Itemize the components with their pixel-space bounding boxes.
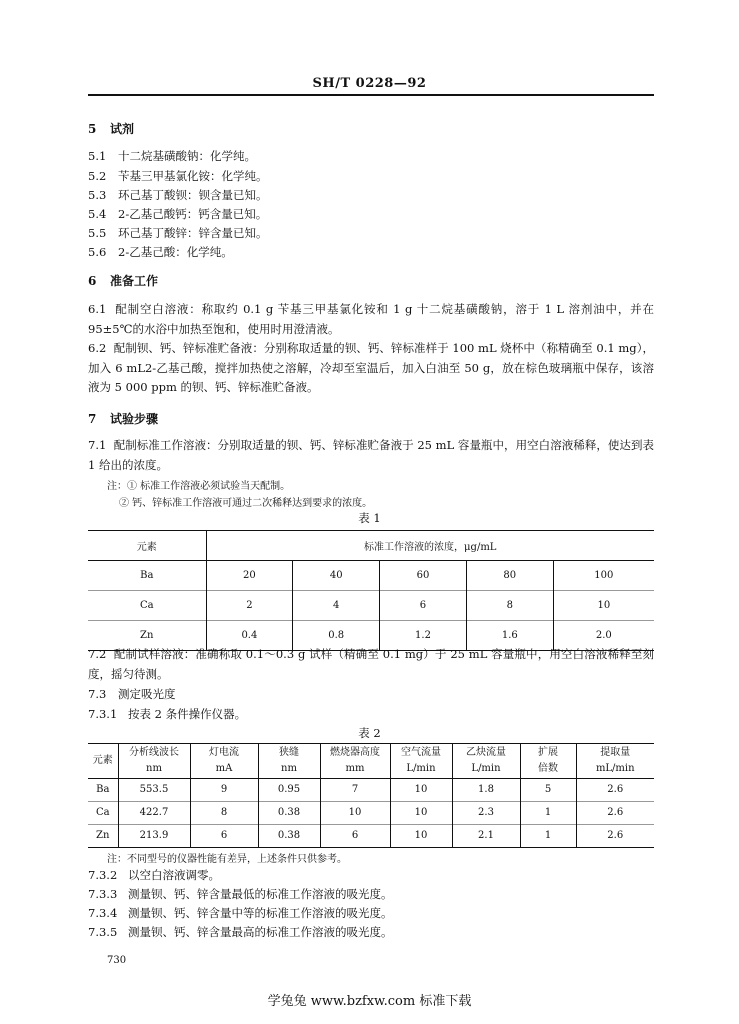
section-5-heading [88, 120, 134, 137]
list-item [88, 886, 393, 902]
item-text: 环己基丁酸锌：锌含量已知。 [118, 226, 268, 240]
table-cell: 8 [190, 802, 258, 825]
note-2: ② 钙、锌标准工作溶液可通过二次稀释达到要求的浓度。 [119, 498, 373, 509]
item-text: 以空白溶液调零。 [128, 868, 220, 882]
table-cell: 80 [466, 561, 553, 591]
list-item [88, 905, 393, 921]
table-cell: Zn [88, 621, 206, 651]
paragraph-text: 配制标准工作溶液：分别取适量的钡、钙、锌标准贮备液于 25 mL 容量瓶中，用空白溶液稀释，使达到表 1 给出的浓度。 [88, 438, 654, 472]
standard-code-header: SH/T 0228—92 [312, 76, 427, 91]
item-text: 十二烷基磺酸钠：化学纯。 [118, 149, 256, 163]
header-unit: L/min [406, 763, 436, 774]
table-cell: 0.8 [293, 621, 380, 651]
paragraph-6-2 [88, 339, 654, 398]
note-1: 注：① 标准工作溶液必须试验当天配制。 [107, 481, 291, 492]
column-header-concentration: 标准工作溶液的浓度，μg/mL [206, 531, 654, 561]
table-cell: 1.2 [380, 621, 467, 651]
header-unit: mL/min [595, 763, 635, 774]
table-cell: 422.7 [118, 802, 190, 825]
paragraph-7-3-1 [88, 706, 246, 722]
table-cell: 2.6 [576, 802, 654, 825]
table-header-row [88, 531, 654, 561]
header-label: 扩展 [538, 747, 558, 758]
note-3: 注：不同型号的仪器性能有差异，上述条件只供参考。 [107, 854, 347, 865]
header-label: 灯电流 [209, 747, 239, 758]
table-cell: 0.4 [206, 621, 293, 651]
header-label: 乙炔流量 [466, 747, 506, 758]
item-number: 7.3.4 [88, 906, 118, 920]
column-header [88, 744, 118, 779]
item-number: 7.3.2 [88, 868, 118, 882]
section-number: 7 [88, 412, 97, 426]
paragraph-number: 7.3 [88, 687, 107, 701]
table-cell: Ca [88, 591, 206, 621]
column-header [520, 744, 576, 779]
list-item [88, 867, 220, 883]
table-cell: 60 [380, 561, 467, 591]
header-label: 狭缝 [279, 747, 299, 758]
table-cell: 1.8 [452, 779, 520, 802]
item-text: 测量钡、钙、锌含量最高的标准工作溶液的吸光度。 [128, 925, 393, 939]
table-row [88, 591, 654, 621]
table-cell: 5 [520, 779, 576, 802]
paragraph-6-1 [88, 300, 654, 339]
table-cell: 2 [206, 591, 293, 621]
table-cell: 2.6 [576, 779, 654, 802]
item-number: 7.3.3 [88, 887, 118, 901]
table-cell: 213.9 [118, 825, 190, 848]
column-header [190, 744, 258, 779]
table-cell: Ca [88, 802, 118, 825]
paragraph-7-3 [88, 686, 176, 702]
table-cell: 1 [520, 825, 576, 848]
paragraph-number: 7.3.1 [88, 707, 118, 721]
column-header-element: 元素 [88, 531, 206, 561]
item-text: 2-乙基己酸：化学纯。 [118, 245, 233, 259]
item-number: 5.4 [88, 207, 107, 221]
section-7-heading [88, 410, 158, 427]
table-cell: 4 [293, 591, 380, 621]
item-text: 2-乙基己酸钙：钙含量已知。 [118, 207, 268, 221]
table-cell: 1 [520, 802, 576, 825]
header-label: 燃烧器高度 [330, 747, 380, 758]
item-number: 5.3 [88, 188, 107, 202]
list-item [88, 187, 268, 203]
section-title: 准备工作 [110, 274, 159, 288]
table-cell: 40 [293, 561, 380, 591]
table-cell: 7 [320, 779, 390, 802]
table-cell: 9 [190, 779, 258, 802]
table-cell: 2.3 [452, 802, 520, 825]
item-text: 环己基丁酸钡：钡含量已知。 [118, 188, 268, 202]
paragraph-number: 7.1 [88, 438, 107, 452]
header-unit: mA [215, 763, 233, 774]
header-unit: L/min [471, 763, 501, 774]
paragraph-number: 7.2 [88, 647, 107, 661]
list-item [88, 206, 267, 222]
watermark-footer: 学兔兔 www.bzfxw.com 标准下载 [267, 994, 472, 1009]
table-cell: 8 [466, 591, 553, 621]
section-title: 试剂 [110, 122, 135, 136]
list-item [88, 244, 233, 260]
table-cell: 6 [380, 591, 467, 621]
table-cell: 0.38 [258, 825, 320, 848]
list-item [88, 148, 256, 164]
list-item [88, 168, 268, 184]
table-row [88, 802, 654, 825]
paragraph-text: 按表 2 条件操作仪器。 [128, 707, 247, 721]
header-unit: 倍数 [538, 763, 558, 774]
column-header [452, 744, 520, 779]
list-item [88, 924, 393, 940]
header-label: 分析线波长 [129, 747, 179, 758]
table-cell: 6 [320, 825, 390, 848]
item-number: 7.3.5 [88, 925, 118, 939]
table-cell: Zn [88, 825, 118, 848]
table-cell: 0.38 [258, 802, 320, 825]
table-row [88, 825, 654, 848]
header-unit: nm [281, 763, 297, 774]
header-unit: nm [146, 763, 162, 774]
table-cell: 6 [190, 825, 258, 848]
item-number: 5.5 [88, 226, 107, 240]
paragraph-text: 测定吸光度 [118, 687, 176, 701]
item-text: 测量钡、钙、锌含量最低的标准工作溶液的吸光度。 [128, 887, 393, 901]
table-1-caption: 表 1 [358, 511, 381, 525]
table-cell: 10 [553, 591, 654, 621]
page-number: 730 [107, 955, 127, 966]
table-2-caption: 表 2 [358, 726, 381, 740]
item-number: 5.6 [88, 245, 107, 259]
header-rule [88, 94, 654, 96]
table-cell: 20 [206, 561, 293, 591]
column-header [576, 744, 654, 779]
table-cell: 0.95 [258, 779, 320, 802]
table-cell: Ba [140, 570, 154, 581]
section-title: 试验步骤 [110, 412, 159, 426]
section-number: 5 [88, 122, 97, 136]
header-label: 提取量 [600, 747, 631, 758]
header-label: 空气流量 [401, 747, 441, 758]
table-cell: Ba [88, 779, 118, 802]
section-number: 6 [88, 274, 97, 288]
table-cell: 1.6 [466, 621, 553, 651]
column-header [258, 744, 320, 779]
column-header [118, 744, 190, 779]
table-cell: 2.0 [553, 621, 654, 651]
paragraph-7-1 [88, 436, 654, 475]
table-1 [88, 530, 654, 651]
table-cell: 2.1 [452, 825, 520, 848]
table-cell: 10 [390, 825, 452, 848]
header-label: 元素 [92, 755, 113, 766]
paragraph-number: 6.2 [88, 341, 107, 355]
table-2 [88, 743, 654, 848]
item-number: 5.1 [88, 149, 107, 163]
item-number: 5.2 [88, 169, 107, 183]
table-cell: 10 [390, 802, 452, 825]
paragraph-number: 6.1 [88, 302, 107, 316]
header-unit: mm [345, 763, 365, 774]
table-cell: 100 [553, 561, 654, 591]
table-cell: 553.5 [118, 779, 190, 802]
column-header [390, 744, 452, 779]
table-cell: 10 [320, 802, 390, 825]
table-header-row [88, 744, 654, 779]
paragraph-7-2 [88, 645, 654, 684]
paragraph-text: 配制空白溶液：称取约 0.1 g 苄基三甲基氯化铵和 1 g 十二烷基磺酸钠，溶于 1 L 溶剂油中，并在 95±5℃的水浴中加热至饱和，使用时用澄清液。 [88, 302, 655, 336]
table-cell: 10 [390, 779, 452, 802]
table-row [88, 561, 654, 591]
paragraph-text: 配制钡、钙、锌标准贮备液：分别称取适量的钡、钙、锌标准样于 100 mL 烧杯中（称精确至 0.1 mg），加入 6 mL2-乙基己酸，搅拌加热使之溶解，冷却至室温后，加入白油至 50 g，放在棕色玻璃瓶中保存，该溶液为 5 000 ppm 的钡、钙、锌标准贮备液。 [88, 341, 655, 394]
table-cell: 2.6 [576, 825, 654, 848]
list-item [88, 225, 268, 241]
column-header [320, 744, 390, 779]
item-text: 测量钡、钙、锌含量中等的标准工作溶液的吸光度。 [128, 906, 393, 920]
item-text: 苄基三甲基氯化铵：化学纯。 [118, 169, 268, 183]
section-6-heading [88, 272, 158, 289]
paragraph-text: 配制试样溶液：准确称取 0.1～0.3 g 试样（精确至 0.1 mg）于 25 mL 容量瓶中，用空白溶液稀释至刻度，摇匀待测。 [88, 647, 654, 681]
table-row [88, 779, 654, 802]
